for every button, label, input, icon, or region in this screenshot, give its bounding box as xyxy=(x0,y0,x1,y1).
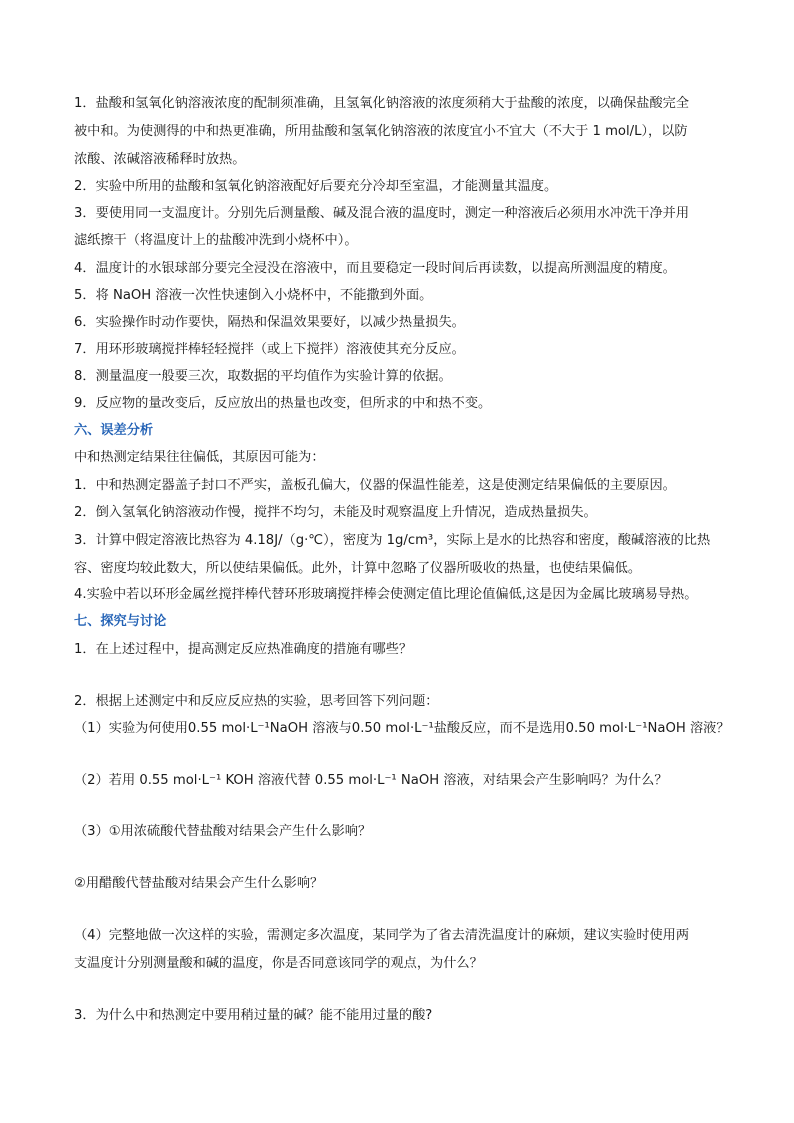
note-8: 8．测量温度一般要三次，取数据的平均值作为实验计算的依据。 xyxy=(74,369,452,384)
error-3-line-2: 容、密度均较此数大，所以使结果偏低。此外，计算中忽略了仪器所吸收的热量，也使结果偏低。 xyxy=(74,561,642,576)
error-1: 1．中和热测定器盖子封口不严实，盖板孔偏大，仪器的保温性能差，这是使测定结果偏低的主要原因。 xyxy=(74,478,676,493)
question-2-3-part-2: ②用醋酸代替盐酸对结果会产生什么影响？ xyxy=(74,876,324,891)
error-4: 4.实验中若以环形金属丝搅拌棒代替环形玻璃搅拌棒会使测定值比理论值偏低,这是因为金属比玻璃易导热。 xyxy=(74,587,698,602)
note-6: 6．实验操作时动作要快，隔热和保温效果要好，以减少热量损失。 xyxy=(74,315,465,330)
error-2: 2．倒入氢氧化钠溶液动作慢，搅拌不均匀，未能及时观察温度上升情况，造成热量损失。 xyxy=(74,505,597,520)
question-2-4-line-2: 支温度计分别测量酸和碱的温度，你是否同意该同学的观点，为什么？ xyxy=(74,956,483,971)
note-5: 5．将 NaOH 溶液一次性快速倒入小烧杯中，不能撒到外面。 xyxy=(74,288,433,303)
question-2-1: （1）实验为何使用0.55 mol·L⁻¹NaOH 溶液与0.50 mol·L⁻¹盐酸反应，而不是选用0.50 mol·L⁻¹NaOH 溶液？ xyxy=(74,721,730,736)
note-3-line-1: 3．要使用同一支温度计。分别先后测量酸、碱及混合液的温度时，测定一种溶液后必须用水冲洗干净并用 xyxy=(74,206,690,221)
note-2: 2．实验中所用的盐酸和氢氧化钠溶液配好后要充分冷却至室温，才能测量其温度。 xyxy=(74,179,558,194)
note-3-line-2: 滤纸擦干（将温度计上的盐酸冲洗到小烧杯中）。 xyxy=(74,233,358,248)
question-2-4-line-1: （4）完整地做一次这样的实验，需测定多次温度，某同学为了省去清洗温度计的麻烦，建议实验时使用两 xyxy=(74,928,690,943)
question-2-3-part-1: （3）①用浓硫酸代替盐酸对结果会产生什么影响？ xyxy=(74,824,372,839)
error-3-line-1: 3．计算中假定溶液比热容为 4.18J/（g·℃），密度为 1g/cm³，实际上是水的比热容和密度，酸碱溶液的比热 xyxy=(74,533,711,548)
question-2: 2．根据上述测定中和反应反应热的实验，思考回答下列问题： xyxy=(74,694,439,709)
section-heading-error-analysis: 六、误差分析 xyxy=(74,423,154,438)
error-intro: 中和热测定结果往往偏低，其原因可能为： xyxy=(74,450,325,465)
note-1-line-1: 1．盐酸和氢氧化钠溶液浓度的配制须准确，且氢氧化钠溶液的浓度须稍大于盐酸的浓度，以确保盐酸完全 xyxy=(74,96,690,111)
note-4: 4．温度计的水银球部分要完全浸没在溶液中，而且要稳定一段时间后再读数，以提高所测温度的精度。 xyxy=(74,261,676,276)
note-9: 9．反应物的量改变后，反应放出的热量也改变，但所求的中和热不变。 xyxy=(74,396,492,411)
section-heading-discussion: 七、探究与讨论 xyxy=(74,614,167,629)
note-7: 7．用环形玻璃搅拌棒轻轻搅拌（或上下搅拌）溶液使其充分反应。 xyxy=(74,342,465,357)
note-1-line-2: 被中和。为使测得的中和热更准确，所用盐酸和氢氧化钠溶液的浓度宜小不宜大（不大于 1 mol/L），以防 xyxy=(74,124,688,139)
note-1-line-3: 浓酸、浓碱溶液稀释时放热。 xyxy=(74,152,246,167)
question-3: 3．为什么中和热测定中要用稍过量的碱？能不能用过量的酸? xyxy=(74,1008,433,1023)
question-2-2: （2）若用 0.55 mol·L⁻¹ KOH 溶液代替 0.55 mol·L⁻¹ NaOH 溶液，对结果会产生影响吗？为什么？ xyxy=(74,773,668,788)
question-1: 1．在上述过程中，提高测定反应热准确度的措施有哪些？ xyxy=(74,642,413,657)
